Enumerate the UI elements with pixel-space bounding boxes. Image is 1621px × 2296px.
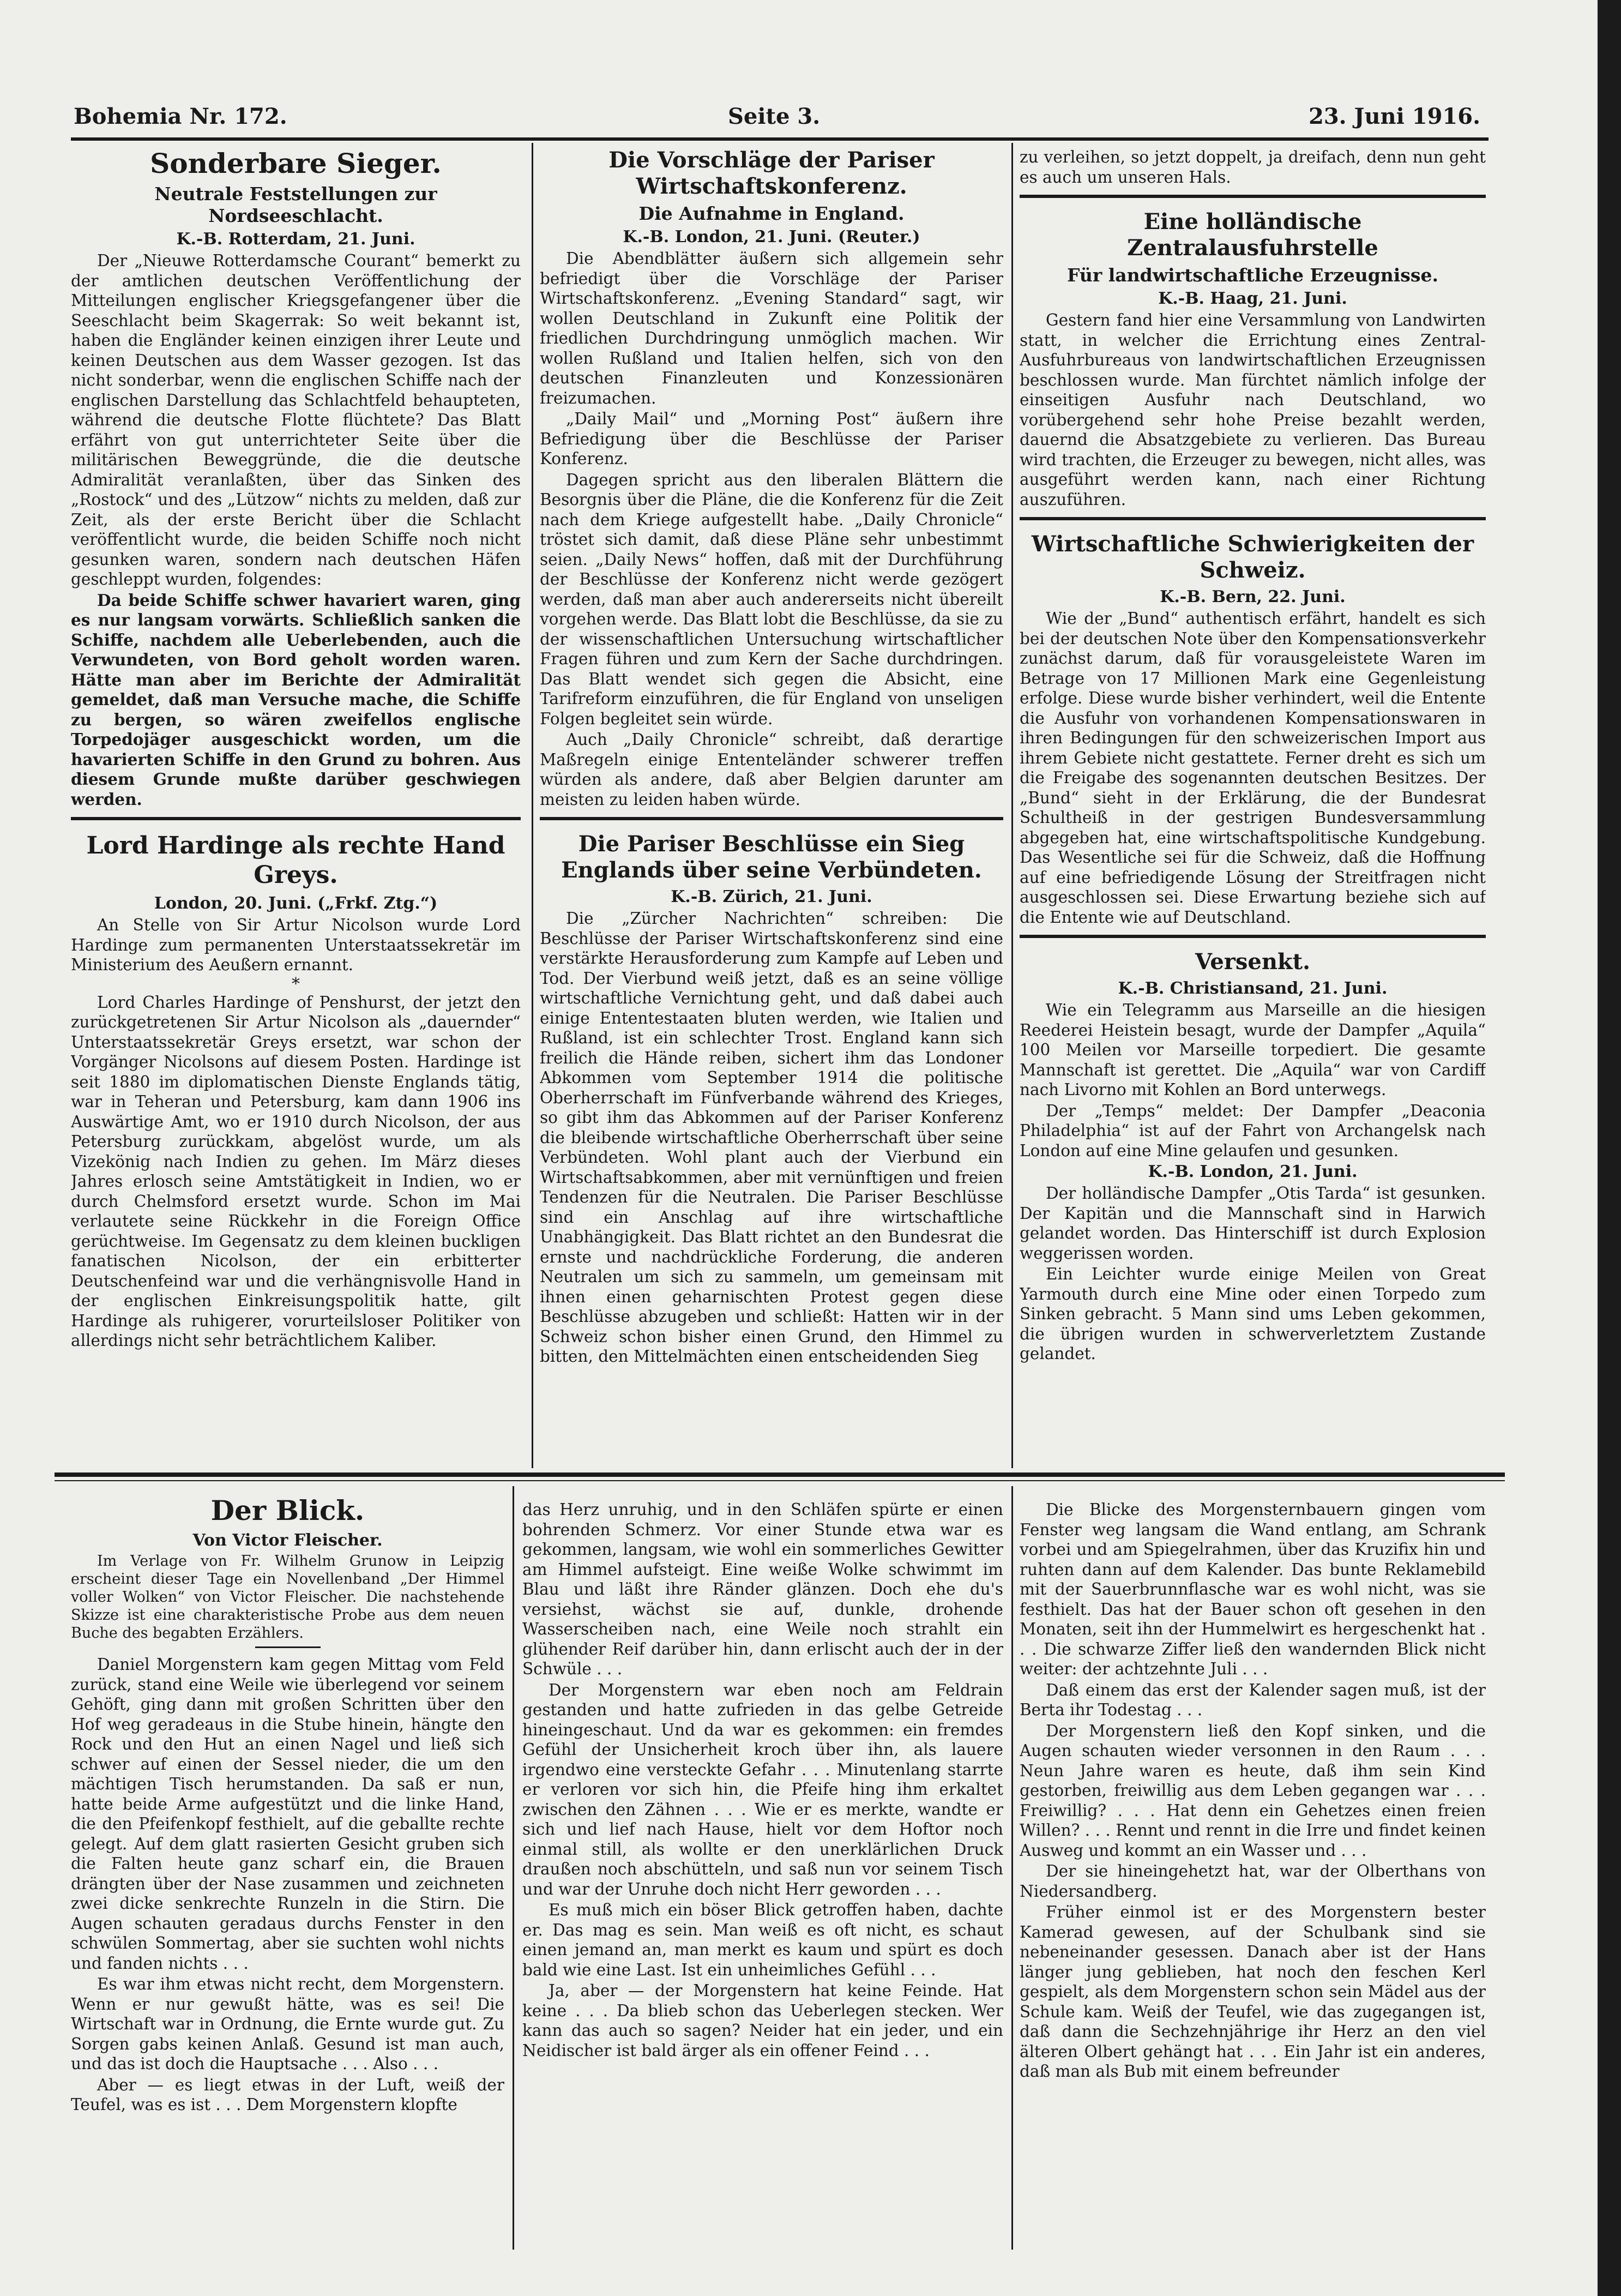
article-title: Wirtschaftliche Schwierigkeiten der Schweiz. [1031,531,1474,583]
article-separator [540,817,1003,820]
article-pariser-beschluesse [540,831,1003,1367]
feuilleton-column-1 [71,1494,504,2247]
story-paragraph: Daß einem das erst der Kalender sagen muß, ist der Berta ihr Todestag . . . [1020,1680,1486,1719]
article-dateline: K.-B. Rotterdam, 21. Juni. [176,230,415,249]
article-paragraph: Die Abendblätter äußern sich allgemein sehr befriedigt über die Vorschläge der Pariser Wirtschaftskonferenz. „Evening Standard“ sagt, wir wollen Deutschland in Zukunft eine Politik der friedlichen Durchdringung unmöglich machen. Wir wollen Rußland und Italien helfen, sich von den deutschen Finanzleuten und Konzessionären freizumachen. [540,249,1003,407]
article-paragraph: Ein Leichter wurde einige Meilen von Great Yarmouth durch eine Mine oder einen Torpedo zum Sinken gebracht. 5 Mann sind ums Leben gekommen, die übrigen wurden in schwerverletztem Zustande gelandet. [1020,1265,1486,1363]
article-lord-hardinge [71,831,521,1351]
article-dateline: K.-B. Haag, 21. Juni. [1158,289,1347,308]
header-issue: Bohemia Nr. 172. [74,104,287,129]
header-page-number: Seite 3. [728,104,821,129]
article-separator [71,817,521,820]
article-hollaendische-zentralausfuhrstelle [1020,209,1486,509]
column-3 [1020,147,1486,1467]
article-dateline: K.-B. London, 21. Juni. [1148,1162,1358,1181]
feuilleton-intro: Im Verlage von Fr. Wilhelm Grunow in Leipzig erscheint dieser Tage ein Novellenband „Der Himmel voller Wolken“ von Victor Fleischer. Die nachstehende Skizze ist eine charakteristische Probe aus dem neuen Buche des begabten Erzählers. [71,1553,504,1642]
article-dateline: K.-B. Christiansand, 21. Juni. [1118,979,1388,998]
article-pariser-wirtschaftskonferenz [540,147,1003,809]
column-rule-2 [1011,143,1013,1468]
article-paragraph: Der holländische Dampfer „Otis Tarda“ ist gesunken. Der Kapitän und die Mannschaft sind in Harwich gelandet worden. Das Hinterschiff ist durch Explosion weggerissen worden. [1020,1184,1486,1263]
article-paragraph: Dagegen spricht aus den liberalen Blättern die Besorgnis über die Pläne, die die Konferenz für die Zeit nach dem Kriege aufgestellt habe. „Daily Chronicle“ tröstet sich damit, daß diese Pläne sehr unbestimmt seien. „Daily News“ hoffen, daß mit der Durchführung der Beschlüsse der Konferenz nicht werde gezögert werden, daß man aber auch andererseits nicht übereilt vorgehen werde. Das Blatt lobt die Beschlüsse, da sie zu der wissenschaftlichen Untersuchung wirtschaftlicher Fragen führen und zum Kern der Sache durchdringen. Das Blatt wendet sich gegen die Absicht, eine Tarifreform einzuführen, die für England von unseligen Folgen begleitet sein würde. [540,470,1003,728]
article-dateline: K.-B. London, 21. Juni. (Reuter.) [623,227,920,247]
article-separator [1020,935,1486,938]
article-title: Eine holländische Zentralausfuhrstelle [1127,209,1378,261]
article-title: Versenkt. [1195,949,1311,975]
article-paragraph: An Stelle von Sir Artur Nicolson wurde Lord Hardinge zum permanenten Unterstaatssekretär im Ministerium des Aeußern ernannt. [71,916,521,974]
story-paragraph: Daniel Morgenstern kam gegen Mittag vom Feld zurück, stand eine Weile wie überlegend vor seinem Gehöft, ging dann mit großen Schritten über den Hof weg geradeaus in die Stube hinein, hängte den Rock und den Hut an einen Nagel und ließ sich schwer auf einen der Sessel nieder, die um den mächtigen Tisch herumstanden. Da saß er nun, hatte beide Arme aufgestützt und die linke Hand, die den Pfeifenkopf festhielt, auf die geballte rechte gelegt. Auf dem glatt rasierten Gesicht gruben sich die Falten heute ganz scharf ein, die Brauen drängten über der Nase zusammen und zeichneten zwei dicke senkrechte Runzeln in die Stirn. Die Augen schauten geradaus durchs Fenster in den schwülen Sommertag, aber sie suchten wohl nichts und fanden nichts . . . [71,1655,504,1973]
article-paragraph-bold: Da beide Schiffe schwer havariert waren, ging es nur langsam vorwärts. Schließlich sanken die Schiffe, nachdem alle Ueberlebenden, auch die Verwundeten, von Bord geholt worden waren. Hätte man aber im Berichte der Admiralität gemeldet, daß man Versuche mache, die Schiffe zu bergen, so wären zweifellos englische Torpedojäger ausgeschickt worden, um die havarierten Schiffe in den Grund zu bohren. Aus diesem Grunde mußte darüber geschwiegen werden. [71,590,521,809]
story-paragraph: Der sie hineingehetzt hat, war der Olberthans von Niedersandberg. [1020,1862,1486,1901]
article-separator [1020,195,1486,198]
page-header [74,104,1480,136]
article-subtitle: Für landwirtschaftliche Erzeugnisse. [1067,265,1438,286]
article-schwierigkeiten-schweiz [1020,531,1486,927]
article-dateline: K.-B. Bern, 22. Juni. [1160,587,1346,606]
column-1 [71,147,521,1467]
article-paragraph: Die „Zürcher Nachrichten“ schreiben: Die Beschlüsse der Pariser Wirtschaftskonferenz sind eine verstärkte Herausforderung zum Kampfe auf Leben und Tod. Der Vierbund weiß jetzt, daß es an seine völlige wirtschaftliche Vernichtung geht, und daß dabei auch einige Ententestaaten bluten werden, wie Italien und Rußland, ist ein schlechter Trost. England kann sich freilich die Hände reiben, sichert ihm das Londoner Abkommen vom September 1914 die politische Oberherrschaft im Fünfverbande während des Krieges, so gibt ihm das Abkommen auf der Pariser Konferenz die bleibende wirtschaftliche Oberherrschaft über seine Verbündeten. Wohl plant auch der Vierbund ein Wirtschaftsabkommen, aber mit vernünftigen und freien Tendenzen für die Neutralen. Die Pariser Beschlüsse sind ein Anschlag auf ihre wirtschaftliche Unabhängigkeit. Das Blatt richtet an den Bundesrat die ernste und nachdrückliche Forderung, die anderen Neutralen um sich zu sammeln, um gemeinsam mit ihnen einen geharnischten Protest gegen diese Beschlüsse abzugeben und schließt: Hatten wir in der Schweiz schon bisher einen Grund, den Himmel zu bitten, den Mittelmächten einen entscheidenden Sieg [540,909,1003,1366]
article-paragraph: Gestern fand hier eine Versammlung von Landwirten statt, in welcher die Errichtung eines Zentral-Ausfuhrbureaus von landwirtschaftlichen Erzeugnissen beschlossen wurde. Man fürchtet nämlich infolge der einseitigen Ausfuhr nach Deutschland, wo vorübergehend sehr hohe Preise bezahlt werden, dauernd die Absatzgebiete zu verlieren. Das Bureau wird trachten, die Erzeuger zu bewegen, nicht alles, was ausgeführt werden kann, nach einer Richtung auszuführen. [1020,311,1486,509]
article-dateline: London, 20. Juni. („Frkf. Ztg.“) [154,894,438,913]
story-paragraph: Der Morgenstern ließ den Kopf sinken, und die Augen schauten wieder versonnen in den Raum . . . Neun Jahre waren es heute, daß ihm sein Kind gestorben, freiwillig aus dem Leben gegangen war . . . Freiwillig? . . . Hat denn ein Gehetzes einen freien Willen? . . . Rennt und rennt in die Irre und findet keinen Ausweg und kommt an ein Wasser und . . . [1020,1721,1486,1860]
article-sonderbare-sieger [71,147,521,809]
header-date: 23. Juni 1916. [1309,104,1480,129]
story-paragraph: Es muß mich ein böser Blick getroffen haben, dachte er. Das mag es sein. Man weiß es oft nicht, es schaut einen jemand an, man merkt es kaum und spürt es doch bald wie eine Last. Ist ein unheimliches Gefühl . . . [522,1901,1003,1979]
story-paragraph: Ja, aber — der Morgenstern hat keine Feinde. Hat keine . . . Da blieb schon das Ueberlegen stecken. Wer kann das auch so sagen? Neider hat ein jeder, und ein Neidischer ist bald ärger als ein offener Feind . . . [522,1981,1003,2060]
feuilleton-column-rule-2 [1011,1486,1013,2250]
article-versenkt [1020,949,1486,1364]
feuilleton-column-2 [522,1500,1003,2247]
story-paragraph: Früher einmol ist er des Morgenstern bester Kamerad gewesen, auf der Schulbank sind sie nebeneinander gesessen. Danach aber ist der Hans länger jung geblieben, hat noch den feschen Kerl gespielt, als dem Morgenstern schon sein Mädel aus der Schule kam. Weiß der Teufel, wie das zugegangen ist, daß dann die Sechzehnjährige ihr Herz an den viel älteren Olbert gehängt hat . . . Ein Jahr ist ein anderes, daß man als Bub mit einem befreunder [1020,1903,1486,2081]
article-title: Die Pariser Beschlüsse ein Sieg Englands über seine Verbündeten. [561,831,982,883]
article-dateline: K.-B. Zürich, 21. Juni. [671,887,872,906]
intro-separator [255,1646,321,1648]
column-rule-1 [532,143,533,1468]
article-title: Lord Hardinge als rechte Hand Greys. [86,832,505,889]
feuilleton-column-3 [1020,1500,1486,2247]
article-paragraph: Wie ein Telegramm aus Marseille an die hiesigen Reederei Heistein besagt, wurde der Dampfer „Aquila“ 100 Meilen vor Marseille torpediert. Die gesamte Mannschaft ist gerettet. Die „Aquila“ war von Cardiff nach Livorno mit Kohlen an Bord unterwegs. [1020,1001,1486,1099]
story-paragraph: Es war ihm etwas nicht recht, dem Morgenstern. Wenn er nur gewußt hätte, was es sei! Die Wirtschaft war in Ordnung, die Ernte wurde gut. Zu Sorgen gabs keinen Anlaß. Gesund ist man auch, und das ist doch die Hauptsache . . . Also . . . [71,1975,504,2073]
article-title: Die Vorschläge der Pariser Wirtschaftskonferenz. [608,147,935,199]
article-paragraph: Auch „Daily Chronicle“ schreibt, daß derartige Maßregeln einige Ententeländer schwerer treffen würden als andere, daß aber Belgien darunter am meisten zu leiden haben würde. [540,730,1003,809]
header-rule [71,137,1489,141]
article-title: Sonderbare Sieger. [150,147,442,179]
article-subtitle: Neutrale Feststellungen zur Nordseeschlacht. [154,183,437,226]
scan-edge [1598,0,1621,2296]
article-subtitle: Die Aufnahme in England. [638,203,905,224]
story-paragraph: das Herz unruhig, und in den Schläfen spürte er einen bohrenden Schmerz. Vor einer Stunde etwa war es gekommen, langsam, wie wohl ein sommerliches Gewitter am Himmel aufsteigt. Eine weiße Wolke schwimmt im Blau und läßt ihre Ränder glänzen. Doch ehe du's versiehst, wächst sie auf, dunkle, drohende Wasserscheiben nach, eine Weile noch strahlt ein glühender Reif darüber hin, dann erlischt auch der in der Schwüle . . . [522,1500,1003,1678]
article-paragraph: Der „Nieuwe Rotterdamsche Courant“ bemerkt zu der amtlichen deutschen Veröffentlichung der Mitteilungen englischer Kriegsgefangener über die Seeschlacht beim Skagerrak: So weit bekannt ist, haben die Engländer keinen einzigen ihrer Leute und keinen Deutschen aus dem Wasser gezogen. Ist das nicht sonderbar, wenn die englischen Schiffe nach der englischen Darstellung das Schlachtfeld behaupteten, während die deutsche Flotte flüchtete? Das Blatt erfährt von gut unterrichteter Seite über die militärischen Beweggründe, die die deutsche Admiralität veranlaßten, über das Sinken des „Rostock“ und des „Lützow“ nichts zu melden, daß zur Zeit, als der erste Bericht über die Schlacht veröffentlicht wurde, die beiden Schiffe noch nicht gesunken waren, sondern nach deutschen Häfen geschleppt wurden, folgendes: [71,251,521,588]
story-paragraph: Aber — es liegt etwas in der Luft, weiß der Teufel, was es ist . . . Dem Morgenstern klopfte [71,2075,504,2114]
feuilleton-author: Von Victor Fleischer. [192,1531,383,1550]
story-paragraph: Der Morgenstern war eben noch am Feldrain gestanden und hatte zufrieden in das gelbe Getreide hineingeschaut. Und da war es gekommen: ein fremdes Gefühl der Unsicherheit kroch über ihn, als lauere irgendwo eine versteckte Gefahr . . . Minutenlang starrte er verloren vor sich hin, die Pfeife hing ihm erkaltet zwischen den Zähnen . . . Wie er es merkte, wandte er sich und lief nach Hause, hielt vor dem Hoftor noch einmal still, als wollte er den unerklärlichen Druck draußen noch abschütteln, und saß nun vor seinem Tisch und war der Unruhe doch nicht Herr geworden . . . [522,1680,1003,1898]
article-paragraph: Der „Temps“ meldet: Der Dampfer „Deaconia Philadelphia“ ist auf der Fahrt von Archangelsk nach London auf eine Mine gelaufen und gesunken. [1020,1101,1486,1160]
column-2 [540,147,1003,1467]
feuilleton-column-rule-1 [513,1486,514,2250]
article-paragraph: „Daily Mail“ und „Morning Post“ äußern ihre Befriedigung über die Beschlüsse der Pariser Konferenz. [540,410,1003,468]
section-asterisk: * [292,974,300,994]
article-paragraph: Lord Charles Hardinge of Penshurst, der jetzt den zurückgetretenen Sir Artur Nicolson als „dauernder“ Unterstaatssekretär Greys ersetzt, war schon der Vorgänger Nicolsons auf diesem Posten. Hardinge ist seit 1880 im diplomatischen Dienste Englands tätig, war in Teheran und Petersburg, kam dann 1906 ins Auswärtige Amt, wo er 1910 durch Nicolson, der aus Petersburg zurückkam, abgelöst wurde, um als Vizekönig nach Indien zu gehen. Im März dieses Jahres erlosch seine Amtstätigkeit in Indien, wo er durch Chelmsford ersetzt wurde. Schon im Mai verlautete seine Rückkehr in die Foreign Office gerüchtweise. Im Gegensatz zu dem kleinen buckligen fanatischen Nicolson, der ein erbitterter Deutschenfeind war und die verhängnisvolle Hand in der englischen Einkreisungspolitik hatte, gilt Hardinge als ruhigerer, vorurteilsloser Politiker von allerdings nicht sehr beträchtlichem Kaliber. [71,993,521,1350]
story-paragraph: Die Blicke des Morgensternbauern gingen vom Fenster weg langsam die Wand entlang, am Schrank vorbei und am Spiegelrahmen, über das Kruzifix hin und ruhten dann auf dem Kalender. Das bunte Reklamebild mit der Sauerbrunnflasche war es wohl nicht, was sie festhielt. Das hat der Bauer schon oft gesehen in den Monaten, seit ihn der Hummelwirt es hergeschenkt hat . . . Die schwarze Ziffer ließ den wandernden Blick nicht weiter: der achtzehnte Juli . . . [1020,1500,1486,1678]
feuilleton-rule [55,1472,1505,1477]
feuilleton-rule-thin [55,1480,1505,1481]
article-continuation: zu verleihen, so jetzt doppelt, ja dreifach, denn nun geht es auch um unseren Hals. [1020,148,1486,187]
article-separator [1020,517,1486,520]
article-paragraph: Wie der „Bund“ authentisch erfährt, handelt es sich bei der deutschen Note über den Kompensationsverkehr zunächst darum, daß für vorausgeleistete Waren im Betrage von 17 Millionen Mark eine Gegenleistung erfolge. Diese wurde bisher verhindert, weil die Entente die Ausfuhr von vorhandenen Kompensationswaren in ihren Bedingungen für den schweizerischen Import aus ihrem Gebiete nicht gestattete. Ferner dreht es sich um die Freigabe des sogenannten deutschen Besitzes. Der „Bund“ sieht in der Erklärung, die der Bundesrat Schultheiß in der gestrigen Bundesversammlung abgegeben hat, eine wirtschaftspolitische Kundgebung. Das Wesentliche sei für die Schweiz, daß die Hoffnung auf eine befriedigende Lösung der Streitfragen nicht ausgeschlossen sei. Diese Erwartung beziehe sich auf die Entente wie auf Deutschland. [1020,609,1486,927]
feuilleton-title: Der Blick. [210,1494,365,1526]
